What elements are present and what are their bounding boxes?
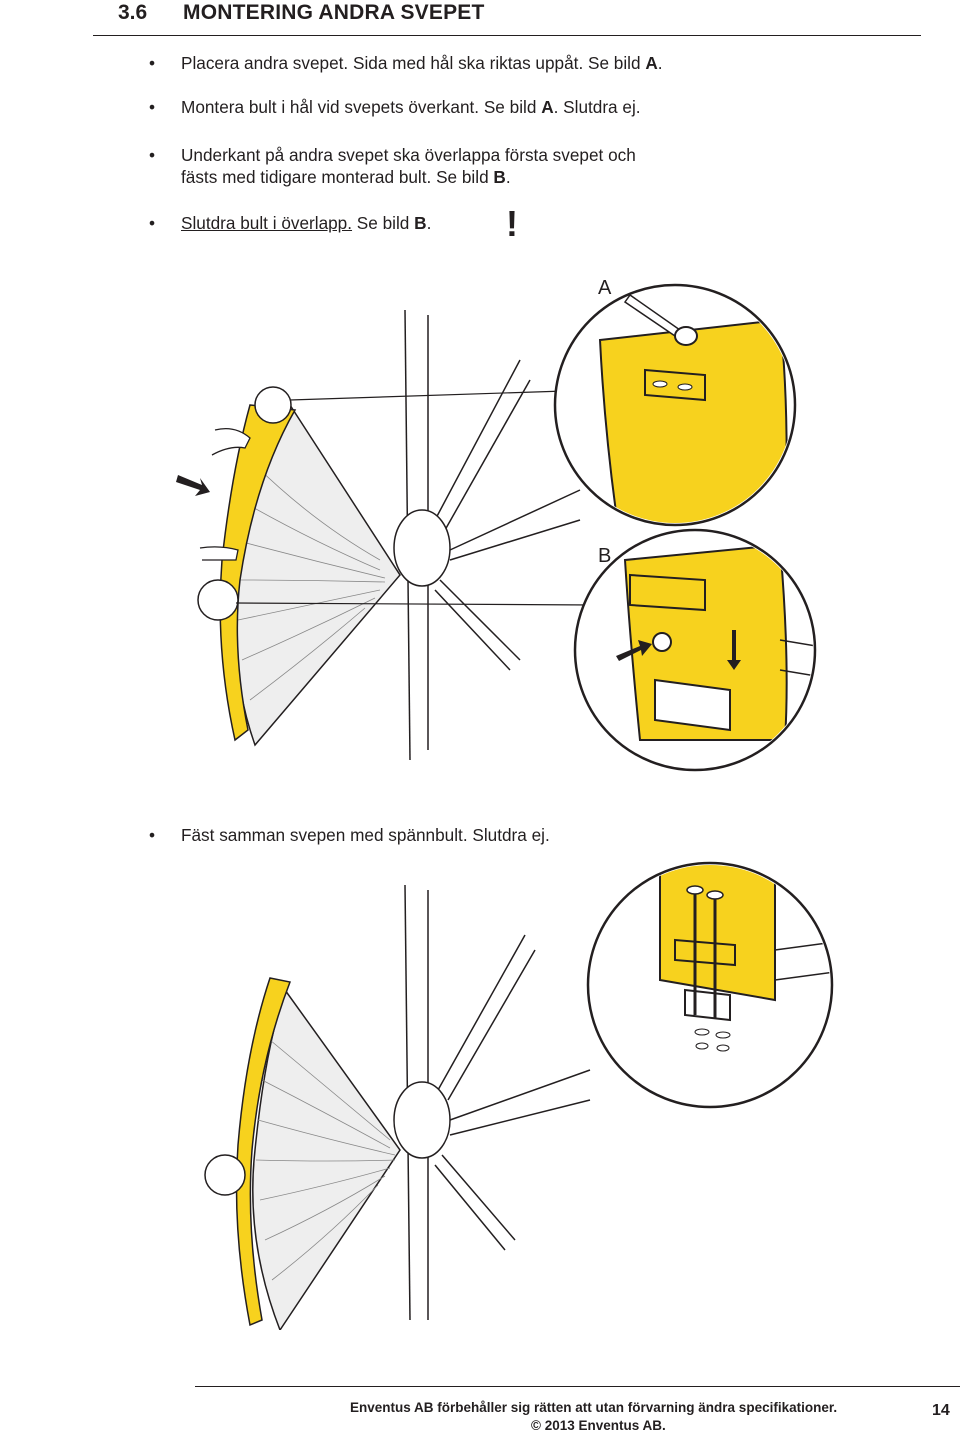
page-number: 14 bbox=[932, 1402, 950, 1419]
instruction-text: Placera andra svepet. Sida med hål ska riktas uppåt. Se bild A. bbox=[181, 53, 663, 73]
nut-icon bbox=[695, 1029, 709, 1035]
nut-icon bbox=[696, 1043, 708, 1049]
detail-a bbox=[555, 285, 840, 540]
bolt-head-icon bbox=[707, 891, 723, 899]
footer-divider bbox=[195, 1386, 960, 1387]
instruction-text-line1: Underkant på andra svepet ska överlappa första svepet och bbox=[181, 145, 636, 165]
section-title: MONTERING ANDRA SVEPET bbox=[183, 1, 485, 24]
callout-circle-a bbox=[255, 387, 291, 423]
warning-icon bbox=[492, 202, 532, 242]
figure-reference: B bbox=[493, 167, 506, 187]
warning-symbol: ! bbox=[506, 203, 518, 242]
instruction-text-line2: fästs med tidigare monterad bult. Se bild B. bbox=[181, 167, 511, 187]
section-header bbox=[0, 0, 960, 38]
bullet-icon: • bbox=[149, 97, 156, 117]
bullet-icon: • bbox=[149, 145, 156, 165]
instruction-text: Montera bult i hål vid svepets överkant. Se bild A. Slutdra ej. bbox=[181, 97, 641, 117]
figure-reference: A bbox=[645, 53, 658, 73]
footer-disclaimer: Enventus AB förbehåller sig rätten att utan förvarning ändra specifikationer. bbox=[350, 1400, 838, 1415]
callout-circle-b bbox=[198, 580, 238, 620]
assembly-figure-1 bbox=[160, 260, 840, 780]
hub bbox=[394, 1082, 450, 1158]
instruction-text: Fäst samman svepen med spännbult. Slutdra ej. bbox=[181, 825, 550, 845]
bolt-head-icon bbox=[653, 633, 671, 651]
arrow-icon bbox=[176, 475, 210, 496]
nut-icon bbox=[716, 1032, 730, 1038]
hub bbox=[394, 510, 450, 586]
bullet-icon: • bbox=[149, 53, 156, 73]
footer-copyright: © 2013 Enventus AB. bbox=[531, 1418, 666, 1433]
sweep-mesh bbox=[253, 990, 400, 1330]
assembly-figure-2 bbox=[190, 850, 850, 1330]
section-number: 3.6 bbox=[118, 1, 148, 24]
hand-icon bbox=[200, 547, 238, 560]
detail-b-label: B bbox=[598, 545, 612, 567]
callout-circle bbox=[205, 1155, 245, 1195]
instruction-text: Slutdra bult i överlapp. Se bild B. bbox=[181, 213, 432, 233]
figure-reference: B bbox=[414, 213, 427, 233]
bullet-icon: • bbox=[149, 825, 156, 845]
bullet-icon: • bbox=[149, 213, 156, 233]
detail-b bbox=[575, 530, 840, 770]
nut-icon bbox=[717, 1045, 729, 1051]
figure-reference: A bbox=[541, 97, 554, 117]
detail-a-label: A bbox=[598, 277, 612, 299]
washer-icon bbox=[675, 327, 697, 345]
bolt-head-icon bbox=[687, 886, 703, 894]
detail-tension-bolt bbox=[588, 860, 850, 1107]
header-divider bbox=[93, 35, 921, 36]
